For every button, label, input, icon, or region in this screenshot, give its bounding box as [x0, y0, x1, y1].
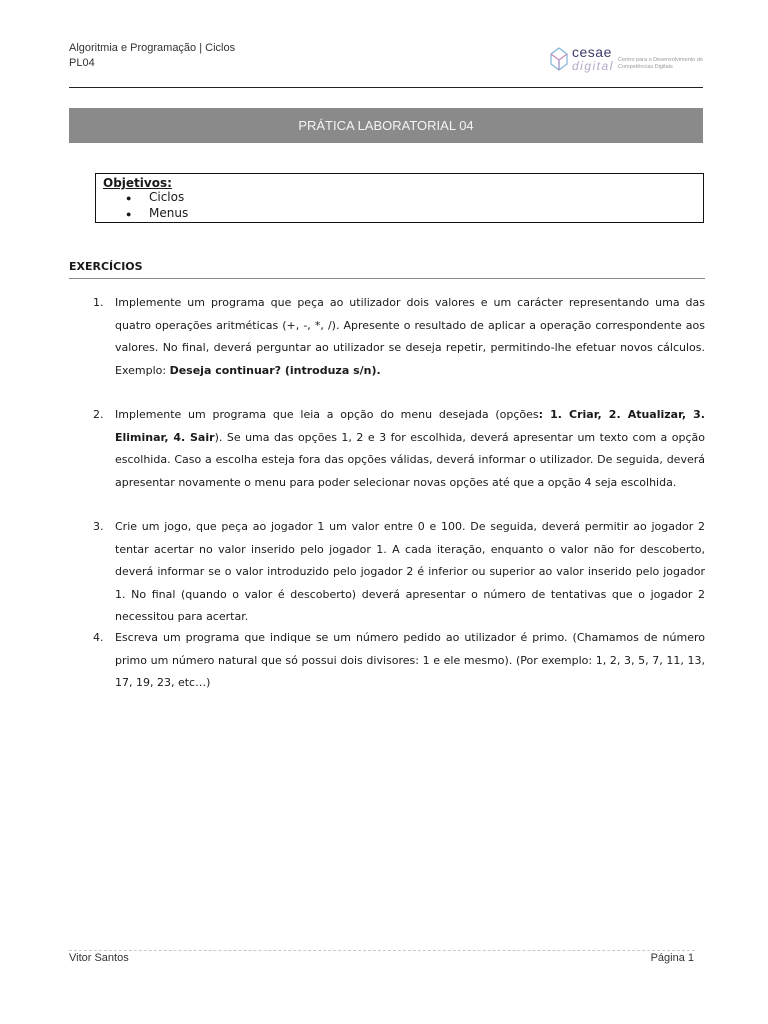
exercise-text: Implemente um programa que leia a opção do menu desejada (opções: 1. Criar, 2. Atualizar, 3. Eliminar, 4. Sair). Se uma das opções 1, 2 e 3 for escolhida, deverá apresentar um texto com a opção escolhida. Caso a escolha esteja fora das opções válidas, deverá informar o utilizador. De seguida, deverá apresentar novamente o menu para poder selecionar novas opções até que a opção 4 seja escolhida. — [115, 408, 706, 489]
footer-author: Vitor Santos — [69, 952, 129, 964]
cesae-logo — [548, 44, 708, 76]
page-title: PRÁTICA LABORATORIAL 04 — [69, 108, 703, 143]
section-heading: EXERCÍCIOS — [69, 260, 143, 273]
footer-divider — [69, 950, 695, 951]
exercise-number: 1. — [93, 296, 104, 309]
logo-name: cesae — [572, 44, 612, 60]
exercise-number: 2. — [93, 408, 104, 421]
header-code: PL04 — [69, 57, 95, 69]
header-course: Algoritmia e Programação | Ciclos — [69, 42, 236, 54]
footer-page-number: Página 1 — [650, 952, 694, 964]
logo-sub: digital — [572, 59, 614, 73]
exercise-item — [93, 516, 705, 629]
exercise-number: 3. — [93, 520, 104, 533]
section-divider — [69, 278, 705, 279]
bullet-icon: ● — [126, 193, 132, 203]
header-divider — [69, 87, 703, 88]
logo-tagline: Centro para o Desenvolvimento de Competências Digitais — [618, 57, 703, 70]
objectives-box — [95, 173, 704, 223]
exercise-text: Escreva um programa que indique se um número pedido ao utilizador é primo. (Chamamos de número primo um número natural que só possui dois divisores: 1 e ele mesmo). (Por exemplo: 1, 2, 3, 5, 7, 11, 13, 17, 19, 23, etc…) — [115, 631, 705, 689]
objectives-label: Objetivos: — [103, 176, 172, 190]
exercise-text: Implemente um programa que peça ao utilizador dois valores e um carácter representando uma das quatro operações aritméticas (+, -, *, /). Apresente o resultado de aplicar a operação correspondente aos valores. No final, deverá perguntar ao utilizador se deseja repetir, permitindo-lhe efetuar novos cálculos. Exemplo: Deseja continuar? (introduza s/n). — [115, 296, 705, 377]
exercise-item — [93, 292, 705, 382]
exercise-text: Crie um jogo, que peça ao jogador 1 um valor entre 0 e 100. De seguida, deverá permitir ao jogador 2 tentar acertar no valor inserido pelo jogador 1. A cada iteração, enquanto o valor não for descoberto, deverá informar se o valor introduzido pelo jogador 2 é inferior ou superior ao valor inserido pelo jogador 1. No final (quando o valor é descoberto) deverá apresentar o número de tentativas que o jogador 2 necessitou para acertar. — [115, 520, 705, 623]
exercise-item — [93, 404, 705, 494]
bullet-icon: ● — [126, 209, 132, 219]
exercise-item — [93, 627, 705, 695]
exercise-number: 4. — [93, 631, 104, 644]
objective-item: Menus — [149, 206, 189, 220]
logo-mark-icon — [548, 44, 570, 74]
objective-item: Ciclos — [149, 190, 185, 204]
